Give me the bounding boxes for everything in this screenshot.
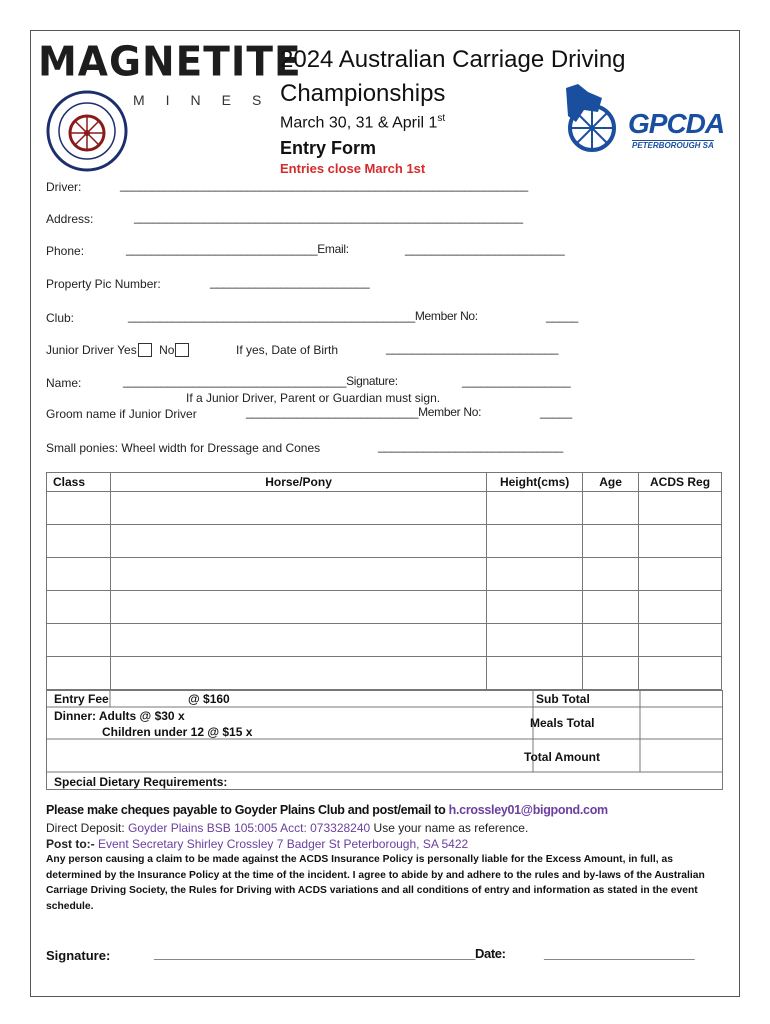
address-field[interactable]: _____________________________________________________________ bbox=[134, 210, 523, 224]
mines-logo-text: MINES bbox=[133, 92, 283, 108]
junior-no-checkbox[interactable] bbox=[175, 343, 189, 357]
ponies-field[interactable]: _____________________________ bbox=[378, 439, 563, 453]
magnetite-logo: MAGNETITE bbox=[38, 38, 302, 87]
deposit-reference: Use your name as reference. bbox=[370, 821, 529, 835]
signature-label: Signature: bbox=[46, 948, 111, 963]
junior-dob-label: If yes, Date of Birth bbox=[236, 343, 339, 357]
col-horse: Horse/Pony bbox=[110, 473, 486, 492]
event-dates: March 30, 31 & April 1st bbox=[280, 113, 446, 132]
form-title: Entry Form bbox=[280, 138, 377, 158]
groom-field[interactable]: ___________________________Member No: bbox=[246, 405, 482, 419]
gpcda-logo-text: GPCDA bbox=[628, 108, 725, 139]
dietary-label: Special Dietary Requirements: bbox=[54, 775, 228, 789]
col-acds: ACDS Reg bbox=[639, 473, 722, 492]
date-line[interactable]: ______________________ bbox=[544, 946, 695, 961]
col-class: Class bbox=[47, 473, 111, 492]
col-age: Age bbox=[583, 473, 639, 492]
event-title-line1: 2024 Australian Carriage Driving bbox=[280, 46, 626, 73]
post-to bbox=[46, 837, 468, 851]
cheques-instruction bbox=[46, 803, 608, 817]
name-field[interactable]: ___________________________________Signature: bbox=[123, 374, 398, 388]
junior-no-label: No bbox=[159, 343, 175, 357]
junior-guardian-note: If a Junior Driver, Parent or Guardian must sign. bbox=[186, 391, 441, 405]
junior-driver-label: Junior Driver Yes bbox=[46, 343, 137, 357]
address-label: Address: bbox=[46, 212, 94, 226]
post-label: Post to:- bbox=[46, 837, 98, 851]
gpcda-location: PETERBOROUGH SA bbox=[632, 141, 714, 150]
sub-total-label: Sub Total bbox=[536, 692, 590, 706]
acds-seal-icon bbox=[46, 90, 128, 172]
phone-field[interactable]: ______________________________Email: bbox=[126, 242, 349, 256]
insurance-terms: Any person causing a claim to be made against the ACDS Insurance Policy is personally liable for the Excess Amount, in full, as determined by the Insurance Policy at the time of the incident. I agree to abide by and adhere to the rules and by-laws of the Australian Carriage Driving Society, the Rules for Driving with ACDS variations and all conditions of entry and information as stated in the event schedule. bbox=[46, 854, 705, 912]
table-row[interactable] bbox=[47, 591, 722, 624]
table-row[interactable] bbox=[47, 525, 722, 558]
deposit-label: Direct Deposit: bbox=[46, 821, 129, 835]
club-field[interactable]: _____________________________________________Member No: bbox=[128, 309, 478, 323]
ponies-label: Small ponies: Wheel width for Dressage and Cones bbox=[46, 441, 321, 455]
cheques-text: Please make cheques payable to Goyder Plains Club and post/email to bbox=[46, 803, 449, 817]
direct-deposit bbox=[46, 821, 528, 835]
post-address: Event Secretary Shirley Crossley 7 Badger St Peterborough, SA 5422 bbox=[98, 837, 469, 851]
event-title-line2: Championships bbox=[280, 80, 446, 107]
signature-field[interactable]: _________________ bbox=[462, 374, 571, 388]
table-row[interactable] bbox=[47, 657, 722, 690]
horse-wheel-icon bbox=[558, 82, 630, 156]
dinner-adults-label: Dinner: Adults @ $30 x bbox=[54, 709, 185, 723]
entries-close-notice: Entries close March 1st bbox=[280, 161, 426, 176]
driver-label: Driver: bbox=[46, 180, 82, 194]
entry-fee-label: Entry Fee bbox=[54, 692, 109, 706]
junior-yes-checkbox[interactable] bbox=[138, 343, 152, 357]
club-member-field[interactable]: _____ bbox=[546, 309, 578, 323]
entry-fee-price: @ $160 bbox=[188, 692, 230, 706]
meals-total-label: Meals Total bbox=[530, 716, 595, 730]
pic-field[interactable]: _________________________ bbox=[210, 275, 370, 289]
total-amount-label: Total Amount bbox=[524, 750, 600, 764]
deposit-details: Goyder Plains BSB 105:005 Acct: 073328240 bbox=[128, 821, 371, 835]
junior-driver-row bbox=[46, 343, 193, 357]
entries-table bbox=[46, 472, 722, 690]
groom-member-field[interactable]: _____ bbox=[540, 405, 572, 419]
dinner-children-label: Children under 12 @ $15 x bbox=[102, 725, 253, 739]
col-height: Height(cms) bbox=[487, 473, 583, 492]
email-link[interactable]: h.crossley01@bigpond.com bbox=[448, 803, 608, 817]
club-label: Club: bbox=[46, 311, 75, 325]
pic-label: Property Pic Number: bbox=[46, 277, 161, 291]
name-label: Name: bbox=[46, 376, 82, 390]
table-row[interactable] bbox=[47, 624, 722, 657]
email-field[interactable]: _________________________ bbox=[405, 242, 565, 256]
phone-label: Phone: bbox=[46, 244, 85, 258]
junior-dob-field[interactable]: ___________________________ bbox=[386, 341, 559, 355]
driver-field[interactable]: ________________________________________________________________ bbox=[120, 178, 528, 192]
table-row[interactable] bbox=[47, 492, 722, 525]
groom-label: Groom name if Junior Driver bbox=[46, 407, 197, 421]
signature-line[interactable]: _______________________________________________Date: bbox=[154, 946, 506, 961]
table-row[interactable] bbox=[47, 558, 722, 591]
